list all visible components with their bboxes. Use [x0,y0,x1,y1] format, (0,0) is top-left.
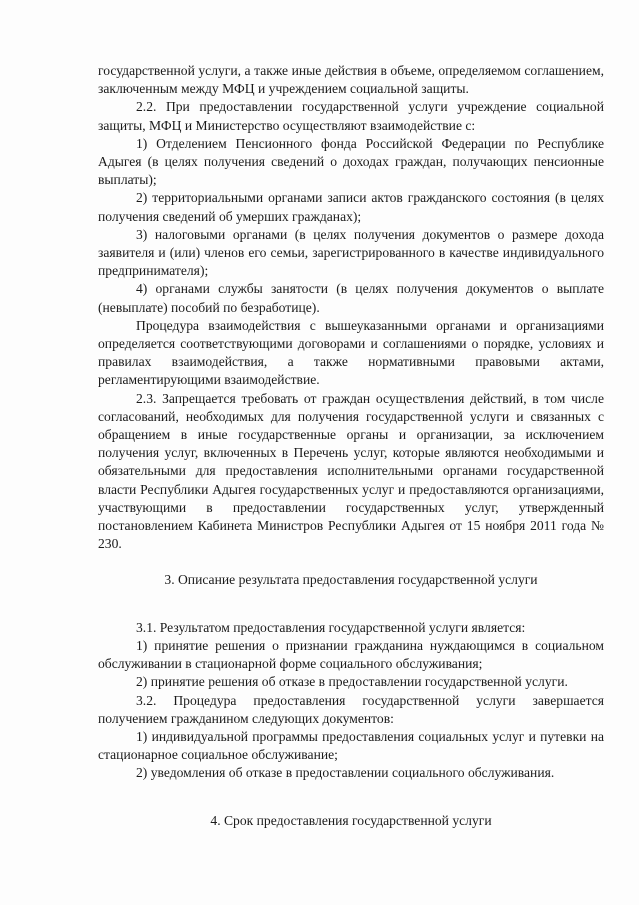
paragraph: 2.3. Запрещается требовать от граждан осуществления действий, в том числе согласований, необходимых для получения государственной услуги и связанных с обращением в иные государственные органы и организации, за исключением получения услуг, включенных в Перечень услуг, которые являются необходимыми и обязательными для предоставления исполнительными органами государственной власти Республики Адыгея государственных услуг и предоставляются организациями, участвующими в предоставлении государственных услуг, утвержденный постановлением Кабинета Министров Республики Адыгея от 15 ноября 2011 года № 230. [98,390,604,552]
list-item: 4) органами службы занятости (в целях получения документов о выплате (невыплате) пособий по безработице). [98,281,604,315]
list-item: 1) индивидуальной программы предоставления социальных услуг и путевки на стационарное социальное обслуживание; [98,728,604,763]
paragraph: 3.1. Результатом предоставления государственной услуги является: [136,619,526,635]
list-item: 1) принятие решения о признании гражданина нуждающимся в социальном обслуживании в стационарной форме социального обслуживания; [98,637,604,672]
section-heading: 4. Срок предоставления государственной услуги [210,812,492,828]
list-item: 2) принятие решения об отказе в предоставлении государственной услуги. [136,674,568,690]
paragraph: Процедура взаимодействия с вышеуказанными органами и организациями определяется соответствующими договорами и соглашениями о порядке, условиях и правилах взаимодействия, а также нормативными правовыми актами, регламентирующими взаимодействие. [98,317,604,388]
document-body [98,62,604,830]
list-item: 2) уведомления об отказе в предоставлении социального обслуживания. [136,765,555,781]
section-heading: 3. Описание результата предоставления государственной услуги [164,572,538,588]
paragraph: государственной услуги, а также иные действия в объеме, определяемом соглашением, заключенным между МФЦ и учреждением социальной защиты. [98,63,604,97]
list-item: 3) налоговыми органами (в целях получения документов о размере дохода заявителя и (или) членов его семьи, зарегистрированного в качестве индивидуального предпринимателя); [98,226,604,279]
paragraph: 2.2. При предоставлении государственной услуги учреждение социальной защиты, МФЦ и Министерство осуществляют взаимодействие с: [98,99,604,133]
paragraph: 3.2. Процедура предоставления государственной услуги завершается получением гражданином следующих документов: [98,692,604,726]
list-item: 2) территориальными органами записи актов гражданского состояния (в целях получения сведений об умерших гражданах); [98,190,604,224]
list-item: 1) Отделением Пенсионного фонда Российской Федерации по Республике Адыгея (в целях получения сведений о доходах граждан, получающих пенсионные выплаты); [98,135,604,188]
